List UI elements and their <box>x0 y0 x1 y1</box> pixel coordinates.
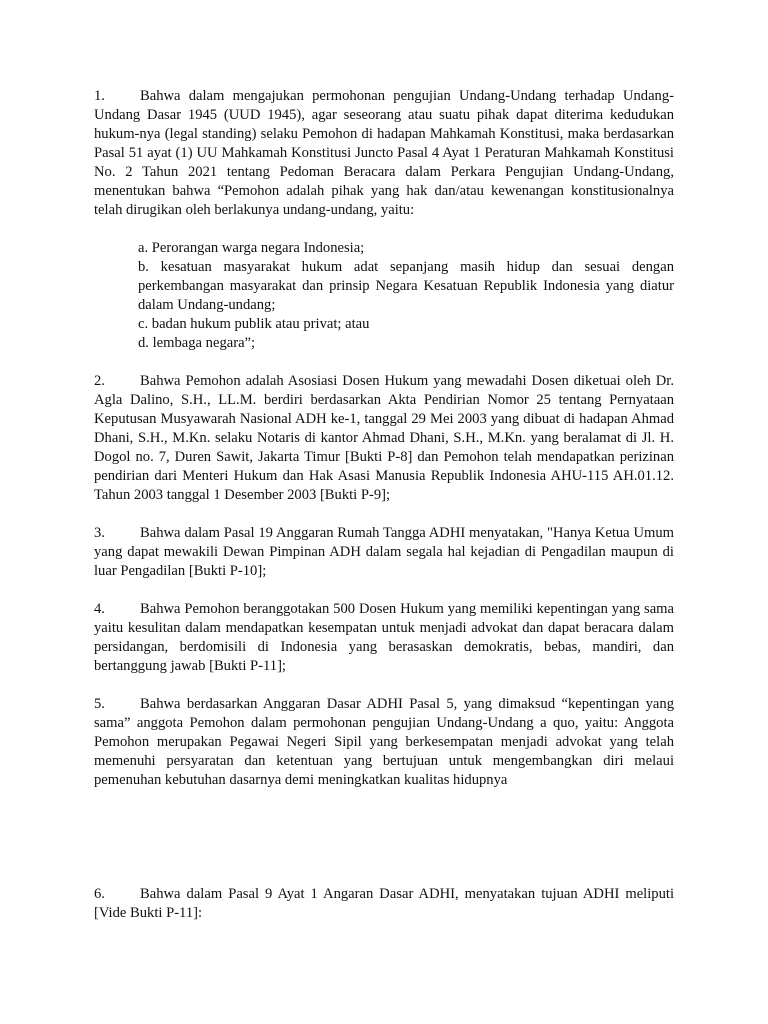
paragraph-number: 2. <box>94 373 105 389</box>
list-item-d: d. lembaga negara”; <box>138 335 256 351</box>
paragraph-text: Bahwa dalam Pasal 19 Anggaran Rumah Tangga ADHI menyatakan, "Hanya Ketua Umum yang dapat mewakili Dewan Pimpinan ADH dalam segala hal kejadian di Pengadilan maupun di luar Pengadilan [Bukti P-10]; <box>94 525 674 579</box>
paragraph-text: Bahwa dalam Pasal 9 Ayat 1 Angaran Dasar ADHI, menyatakan tujuan ADHI meliputi [Vide Bukti P-11]: <box>94 886 674 921</box>
paragraph-4 <box>94 600 674 676</box>
document-page <box>94 87 674 923</box>
paragraph-5 <box>94 695 674 790</box>
paragraph-text: Bahwa Pemohon adalah Asosiasi Dosen Hukum yang mewadahi Dosen diketuai oleh Dr. Agla Dalino, S.H., LL.M. berdiri berdasarkan Akta Pendirian Nomor 25 tentang Pernyataan Keputusan Musyawarah Nasional ADH ke-1, tanggal 29 Mei 2003 yang dibuat di hadapan Ahmad Dhani, S.H., M.Kn. selaku Notaris di kantor Ahmad Dhani, S.H., M.Kn. yang beralamat di Jl. H. Dogol no. 7, Duren Sawit, Jakarta Timur [Bukti P-8] dan Pemohon telah mendapatkan perizinan pendirian dari Menteri Hukum dan Hak Asasi Manusia Republik Indonesia AHU-115 AH.01.12. Tahun 2003 tanggal 1 Desember 2003 [Bukti P-9]; <box>94 373 674 503</box>
list-item-b: b. kesatuan masyarakat hukum adat sepanjang masih hidup dan sesuai dengan perkembangan masyarakat dan prinsip Negara Kesatuan Republik Indonesia yang diatur dalam Undang-undang; <box>138 259 674 313</box>
paragraph-number: 4. <box>94 601 105 617</box>
paragraph-number: 3. <box>94 525 105 541</box>
paragraph-1 <box>94 87 674 220</box>
paragraph-text: Bahwa Pemohon beranggotakan 500 Dosen Hukum yang memiliki kepentingan yang sama yaitu kesulitan dalam mendapatkan kesempatan untuk menjadi advokat dan dapat beracara dalam persidangan, berdomisili di Indonesia yang berasaskan demokratis, bebas, mandiri, dan bertanggung jawab [Bukti P-11]; <box>94 601 674 674</box>
paragraph-spacer <box>94 676 674 695</box>
paragraph-spacer <box>94 505 674 524</box>
legal-standing-list <box>138 239 674 353</box>
paragraph-number: 5. <box>94 696 105 712</box>
paragraph-2 <box>94 372 674 505</box>
paragraph-text: Bahwa berdasarkan Anggaran Dasar ADHI Pasal 5, yang dimaksud “kepentingan yang sama” anggota Pemohon dalam permohonan pengujian Undang-Undang a quo, yaitu: Anggota Pemohon merupakan Pegawai Negeri Sipil yang berkesempatan menjadi advokat yang telah memenuhi persyaratan dan ketentuan yang bertujuan untuk mengembangkan diri melaui pemenuhan kebutuhan dasarnya demi meningkatkan kualitas hidupnya <box>94 696 674 788</box>
paragraph-spacer <box>94 581 674 600</box>
paragraph-6 <box>94 885 674 923</box>
paragraph-3 <box>94 524 674 581</box>
paragraph-number: 6. <box>94 886 105 902</box>
paragraph-number: 1. <box>94 88 105 104</box>
list-item-c: c. badan hukum publik atau privat; atau <box>138 316 370 332</box>
paragraph-text: Bahwa dalam mengajukan permohonan pengujian Undang-Undang terhadap Undang-Undang Dasar 1945 (UUD 1945), agar seseorang atau suatu pihak dapat diterima kedudukan hukum-nya (legal standing) selaku Pemohon di hadapan Mahkamah Konstitusi, maka berdasarkan Pasal 51 ayat (1) UU Mahkamah Konstitusi Juncto Pasal 4 Ayat 1 Peraturan Mahkamah Konstitusi No. 2 Tahun 2021 tentang Pedoman Beracara dalam Perkara Pengujian Undang-Undang, menentukan bahwa “Pemohon adalah pihak yang hak dan/atau kewenangan konstitusionalnya telah dirugikan oleh berlakunya undang-undang, yaitu: <box>94 88 674 218</box>
list-item-a: a. Perorangan warga negara Indonesia; <box>138 240 365 256</box>
paragraph-spacer <box>94 790 674 885</box>
